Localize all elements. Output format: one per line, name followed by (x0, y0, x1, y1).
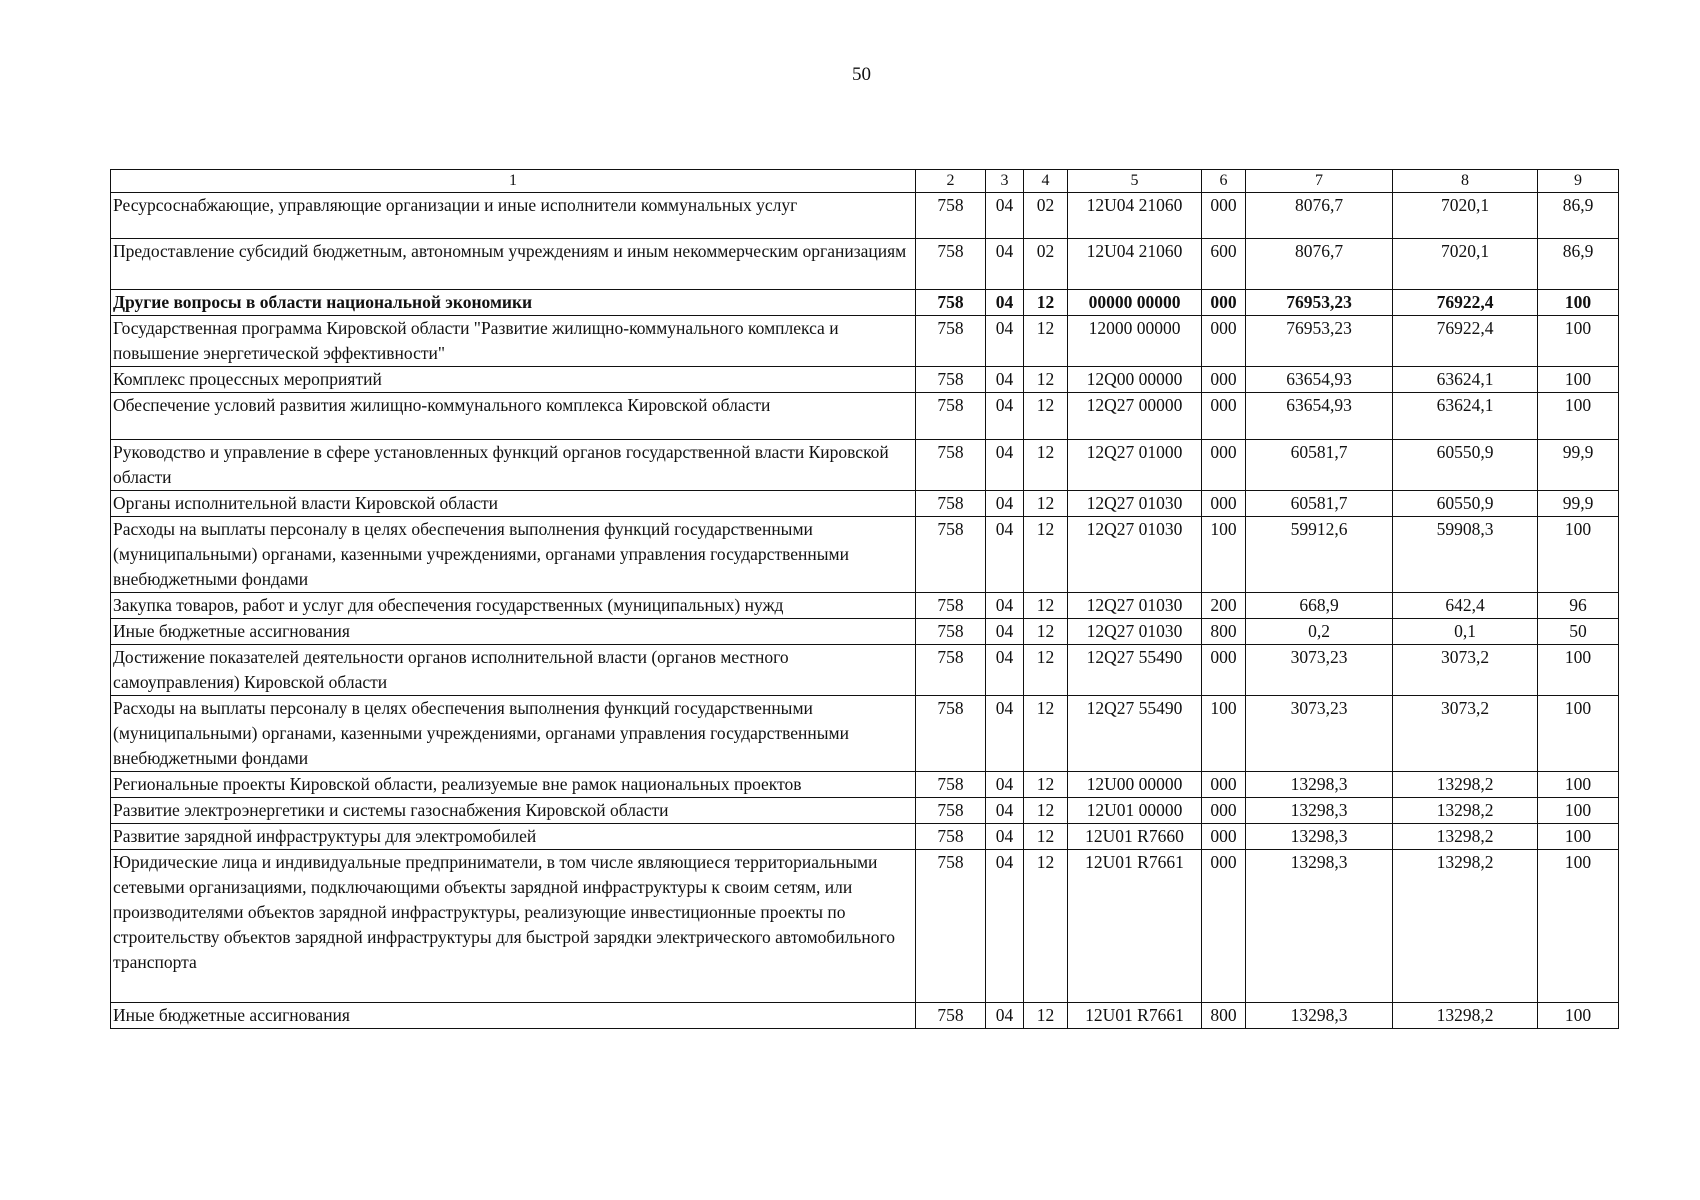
column-header: 8 (1393, 170, 1538, 193)
cell-c3: 04 (986, 367, 1024, 393)
cell-c3: 04 (986, 491, 1024, 517)
cell-c2: 758 (916, 619, 986, 645)
cell-c8: 60550,9 (1393, 491, 1538, 517)
cell-c5: 12U04 21060 (1068, 239, 1202, 290)
cell-c7: 13298,3 (1246, 824, 1393, 850)
cell-c6: 000 (1202, 440, 1246, 491)
table-row (111, 316, 1619, 367)
cell-c4: 12 (1024, 316, 1068, 367)
table-row (111, 1003, 1619, 1029)
table-row (111, 367, 1619, 393)
cell-c4: 12 (1024, 824, 1068, 850)
cell-c6: 000 (1202, 645, 1246, 696)
cell-c2: 758 (916, 517, 986, 593)
row-name: Ресурсоснабжающие, управляющие организации и иные исполнители коммунальных услуг (111, 193, 916, 239)
row-name: Государственная программа Кировской области "Развитие жилищно-коммунального комплекса и повышение энергетической эффективности" (111, 316, 916, 367)
row-name: Расходы на выплаты персоналу в целях обеспечения выполнения функций государственными (муниципальными) органами, казенными учреждениями, органами управления государственными внебюджетными фондами (111, 696, 916, 772)
table-row (111, 393, 1619, 440)
cell-c6: 000 (1202, 850, 1246, 1003)
cell-c5: 12Q27 01030 (1068, 517, 1202, 593)
cell-c6: 000 (1202, 772, 1246, 798)
table-row (111, 491, 1619, 517)
cell-c4: 12 (1024, 593, 1068, 619)
cell-c5: 12U01 00000 (1068, 798, 1202, 824)
cell-c3: 04 (986, 440, 1024, 491)
cell-c2: 758 (916, 393, 986, 440)
cell-c5: 12Q27 55490 (1068, 645, 1202, 696)
cell-c7: 8076,7 (1246, 193, 1393, 239)
cell-c2: 758 (916, 367, 986, 393)
table-row (111, 440, 1619, 491)
cell-c9: 100 (1538, 367, 1619, 393)
cell-c7: 13298,3 (1246, 798, 1393, 824)
cell-c6: 800 (1202, 619, 1246, 645)
cell-c8: 7020,1 (1393, 239, 1538, 290)
cell-c4: 12 (1024, 798, 1068, 824)
cell-c4: 12 (1024, 645, 1068, 696)
column-header: 6 (1202, 170, 1246, 193)
cell-c3: 04 (986, 1003, 1024, 1029)
table-row (111, 772, 1619, 798)
cell-c2: 758 (916, 824, 986, 850)
cell-c5: 12000 00000 (1068, 316, 1202, 367)
cell-c5: 12U01 R7661 (1068, 1003, 1202, 1029)
column-header: 1 (111, 170, 916, 193)
cell-c6: 800 (1202, 1003, 1246, 1029)
cell-c8: 13298,2 (1393, 1003, 1538, 1029)
table-row (111, 850, 1619, 1003)
cell-c6: 000 (1202, 798, 1246, 824)
cell-c2: 758 (916, 798, 986, 824)
cell-c2: 758 (916, 440, 986, 491)
cell-c4: 12 (1024, 440, 1068, 491)
cell-c7: 13298,3 (1246, 1003, 1393, 1029)
cell-c9: 50 (1538, 619, 1619, 645)
cell-c4: 02 (1024, 193, 1068, 239)
cell-c9: 99,9 (1538, 491, 1619, 517)
row-name: Руководство и управление в сфере установленных функций органов государственной власти Кировской области (111, 440, 916, 491)
cell-c9: 86,9 (1538, 193, 1619, 239)
row-name: Органы исполнительной власти Кировской области (111, 491, 916, 517)
table-row (111, 619, 1619, 645)
table-row (111, 517, 1619, 593)
cell-c7: 76953,23 (1246, 316, 1393, 367)
cell-c7: 3073,23 (1246, 696, 1393, 772)
cell-c9: 100 (1538, 517, 1619, 593)
cell-c8: 3073,2 (1393, 645, 1538, 696)
table-header-row (111, 170, 1619, 193)
cell-c2: 758 (916, 593, 986, 619)
table-row (111, 645, 1619, 696)
row-name: Закупка товаров, работ и услуг для обеспечения государственных (муниципальных) нужд (111, 593, 916, 619)
row-name: Обеспечение условий развития жилищно-коммунального комплекса Кировской области (111, 393, 916, 440)
cell-c6: 000 (1202, 316, 1246, 367)
cell-c3: 04 (986, 798, 1024, 824)
table-row (111, 696, 1619, 772)
cell-c6: 000 (1202, 193, 1246, 239)
cell-c5: 12U04 21060 (1068, 193, 1202, 239)
cell-c2: 758 (916, 290, 986, 316)
cell-c7: 13298,3 (1246, 772, 1393, 798)
cell-c8: 63624,1 (1393, 367, 1538, 393)
cell-c7: 63654,93 (1246, 393, 1393, 440)
cell-c5: 12Q27 01030 (1068, 491, 1202, 517)
cell-c5: 00000 00000 (1068, 290, 1202, 316)
cell-c3: 04 (986, 850, 1024, 1003)
cell-c9: 100 (1538, 645, 1619, 696)
cell-c5: 12Q27 00000 (1068, 393, 1202, 440)
cell-c7: 59912,6 (1246, 517, 1393, 593)
cell-c9: 100 (1538, 772, 1619, 798)
cell-c7: 8076,7 (1246, 239, 1393, 290)
cell-c4: 12 (1024, 367, 1068, 393)
cell-c9: 86,9 (1538, 239, 1619, 290)
cell-c3: 04 (986, 619, 1024, 645)
cell-c2: 758 (916, 850, 986, 1003)
cell-c5: 12Q27 01030 (1068, 593, 1202, 619)
cell-c6: 000 (1202, 824, 1246, 850)
cell-c6: 000 (1202, 393, 1246, 440)
cell-c7: 668,9 (1246, 593, 1393, 619)
cell-c5: 12Q00 00000 (1068, 367, 1202, 393)
cell-c9: 100 (1538, 290, 1619, 316)
cell-c9: 100 (1538, 1003, 1619, 1029)
cell-c8: 3073,2 (1393, 696, 1538, 772)
column-header: 5 (1068, 170, 1202, 193)
cell-c5: 12U01 R7661 (1068, 850, 1202, 1003)
cell-c9: 99,9 (1538, 440, 1619, 491)
row-name: Другие вопросы в области национальной экономики (111, 290, 916, 316)
cell-c3: 04 (986, 645, 1024, 696)
cell-c4: 12 (1024, 290, 1068, 316)
cell-c9: 100 (1538, 850, 1619, 1003)
cell-c5: 12Q27 55490 (1068, 696, 1202, 772)
row-name: Иные бюджетные ассигнования (111, 619, 916, 645)
budget-table (110, 169, 1619, 1029)
cell-c4: 12 (1024, 1003, 1068, 1029)
table-row (111, 290, 1619, 316)
cell-c8: 76922,4 (1393, 316, 1538, 367)
cell-c4: 02 (1024, 239, 1068, 290)
cell-c4: 12 (1024, 850, 1068, 1003)
cell-c5: 12Q27 01000 (1068, 440, 1202, 491)
cell-c9: 100 (1538, 316, 1619, 367)
cell-c5: 12U00 00000 (1068, 772, 1202, 798)
cell-c4: 12 (1024, 619, 1068, 645)
table-row (111, 193, 1619, 239)
cell-c9: 96 (1538, 593, 1619, 619)
cell-c8: 59908,3 (1393, 517, 1538, 593)
cell-c5: 12U01 R7660 (1068, 824, 1202, 850)
row-name: Предоставление субсидий бюджетным, автономным учреждениям и иным некоммерческим организациям (111, 239, 916, 290)
cell-c4: 12 (1024, 772, 1068, 798)
cell-c5: 12Q27 01030 (1068, 619, 1202, 645)
cell-c2: 758 (916, 239, 986, 290)
cell-c2: 758 (916, 645, 986, 696)
cell-c3: 04 (986, 696, 1024, 772)
cell-c7: 60581,7 (1246, 440, 1393, 491)
cell-c9: 100 (1538, 696, 1619, 772)
cell-c8: 76922,4 (1393, 290, 1538, 316)
cell-c8: 63624,1 (1393, 393, 1538, 440)
cell-c4: 12 (1024, 696, 1068, 772)
cell-c2: 758 (916, 772, 986, 798)
cell-c8: 13298,2 (1393, 850, 1538, 1003)
table-row (111, 798, 1619, 824)
cell-c3: 04 (986, 517, 1024, 593)
cell-c7: 3073,23 (1246, 645, 1393, 696)
cell-c8: 13298,2 (1393, 824, 1538, 850)
cell-c2: 758 (916, 491, 986, 517)
cell-c6: 000 (1202, 290, 1246, 316)
cell-c6: 600 (1202, 239, 1246, 290)
cell-c4: 12 (1024, 393, 1068, 440)
row-name: Юридические лица и индивидуальные предприниматели, в том числе являющиеся территориальными сетевыми организациями, подключающими объекты зарядной инфраструктуры к своим сетям, или производителями объектов зарядной инфраструктуры, реализующие инвестиционные проекты по строительству объектов зарядной инфраструктуры для быстрой зарядки электрического автомобильного транспорта (111, 850, 916, 1003)
column-header: 7 (1246, 170, 1393, 193)
cell-c8: 60550,9 (1393, 440, 1538, 491)
cell-c9: 100 (1538, 393, 1619, 440)
cell-c2: 758 (916, 696, 986, 772)
cell-c2: 758 (916, 1003, 986, 1029)
cell-c7: 63654,93 (1246, 367, 1393, 393)
cell-c3: 04 (986, 772, 1024, 798)
cell-c6: 100 (1202, 696, 1246, 772)
row-name: Иные бюджетные ассигнования (111, 1003, 916, 1029)
cell-c4: 12 (1024, 517, 1068, 593)
page-number: 50 (852, 64, 871, 85)
cell-c8: 7020,1 (1393, 193, 1538, 239)
row-name: Достижение показателей деятельности органов исполнительной власти (органов местного самоуправления) Кировской области (111, 645, 916, 696)
row-name: Развитие электроэнергетики и системы газоснабжения Кировской области (111, 798, 916, 824)
row-name: Расходы на выплаты персоналу в целях обеспечения выполнения функций государственными (муниципальными) органами, казенными учреждениями, органами управления государственными внебюджетными фондами (111, 517, 916, 593)
cell-c9: 100 (1538, 798, 1619, 824)
cell-c6: 000 (1202, 491, 1246, 517)
cell-c7: 76953,23 (1246, 290, 1393, 316)
cell-c7: 60581,7 (1246, 491, 1393, 517)
cell-c3: 04 (986, 239, 1024, 290)
cell-c7: 0,2 (1246, 619, 1393, 645)
row-name: Развитие зарядной инфраструктуры для электромобилей (111, 824, 916, 850)
row-name: Комплекс процессных мероприятий (111, 367, 916, 393)
column-header: 9 (1538, 170, 1619, 193)
cell-c8: 13298,2 (1393, 772, 1538, 798)
cell-c3: 04 (986, 193, 1024, 239)
column-header: 3 (986, 170, 1024, 193)
cell-c3: 04 (986, 316, 1024, 367)
column-header: 2 (916, 170, 986, 193)
cell-c8: 0,1 (1393, 619, 1538, 645)
cell-c2: 758 (916, 316, 986, 367)
cell-c3: 04 (986, 290, 1024, 316)
cell-c3: 04 (986, 824, 1024, 850)
cell-c2: 758 (916, 193, 986, 239)
cell-c3: 04 (986, 593, 1024, 619)
table-row (111, 239, 1619, 290)
cell-c8: 642,4 (1393, 593, 1538, 619)
cell-c3: 04 (986, 393, 1024, 440)
cell-c6: 100 (1202, 517, 1246, 593)
row-name: Региональные проекты Кировской области, реализуемые вне рамок национальных проектов (111, 772, 916, 798)
cell-c6: 000 (1202, 367, 1246, 393)
cell-c7: 13298,3 (1246, 850, 1393, 1003)
cell-c4: 12 (1024, 491, 1068, 517)
column-header: 4 (1024, 170, 1068, 193)
table-row (111, 593, 1619, 619)
cell-c9: 100 (1538, 824, 1619, 850)
cell-c6: 200 (1202, 593, 1246, 619)
table-row (111, 824, 1619, 850)
cell-c8: 13298,2 (1393, 798, 1538, 824)
